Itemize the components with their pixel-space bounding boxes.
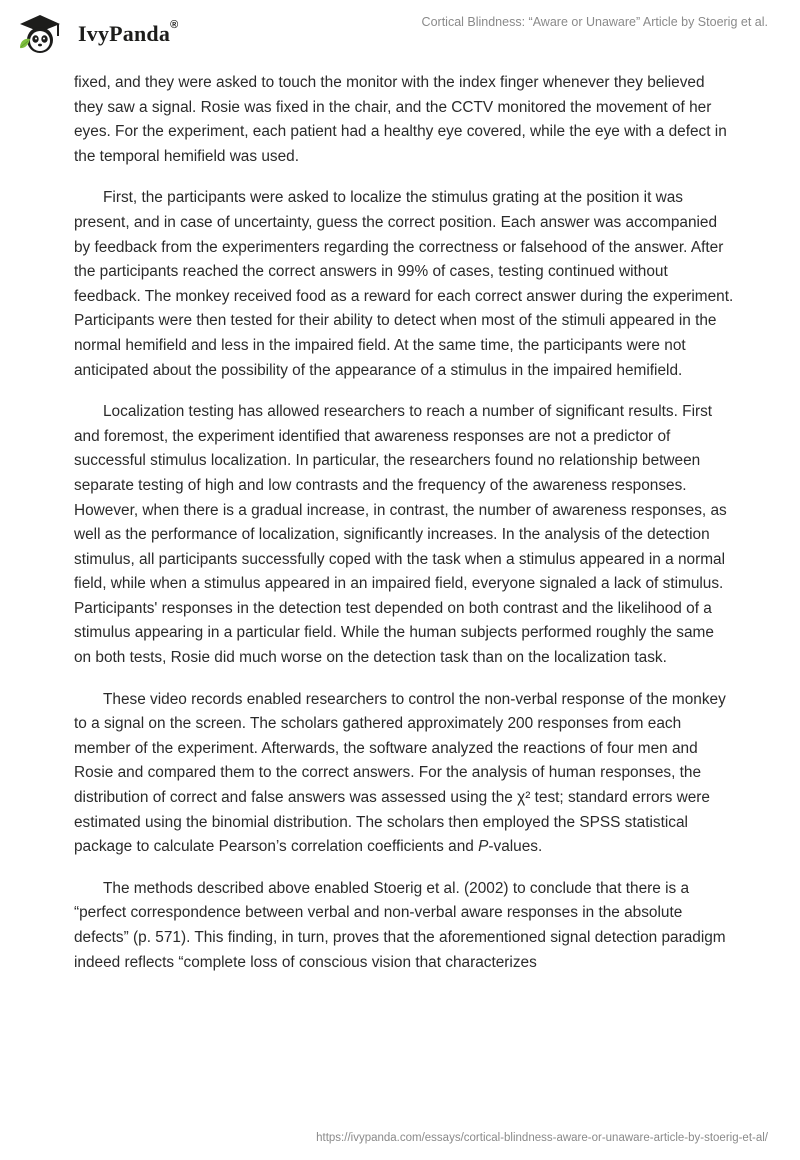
source-url[interactable]: https://ivypanda.com/essays/cortical-blindness-aware-or-unaware-article-by-stoerig-et-al/ (316, 1132, 768, 1144)
panda-graduate-icon (16, 12, 68, 56)
document-title: Cortical Blindness: “Aware or Unaware” Article by Stoerig et al. (421, 15, 768, 29)
page-header (0, 0, 800, 70)
italic-p: P (478, 838, 489, 856)
registered-mark: ® (170, 19, 179, 31)
ivypanda-logo[interactable] (16, 12, 178, 56)
paragraph-text: These video records enabled researchers to control the non-verbal response of the monkey to a signal on the screen. The scholars gathered approximately 200 responses from each member of the experiment. Afterwards, the software analyzed the reactions of four men and Rosie and compared them to the correct answers. For the analysis of human responses, the distribution of correct and false answers was assessed using the χ² test; standard errors were estimated using the binomial distribution. The scholars then employed the SPSS statistical package to calculate Pearson’s correlation coefficients and (74, 690, 726, 856)
paragraph: fixed, and they were asked to touch the monitor with the index finger whenever they believed they saw a signal. Rosie was fixed in the chair, and the CCTV monitored the movement of her eyes. For the experiment, each patient had a healthy eye covered, while the eye with a defect in the temporal hemifield was used. (74, 74, 727, 165)
article-body (74, 71, 734, 992)
paragraph: The methods described above enabled Stoerig et al. (2002) to conclude that there is a “perfect correspondence between verbal and non-verbal aware responses in the absolute defects” (p. 571). This finding, in turn, proves that the aforementioned signal detection paradigm indeed reflects “complete loss of conscious vision that characterizes (74, 879, 726, 971)
brand-name (78, 21, 178, 47)
paragraph: Localization testing has allowed researchers to reach a number of significant results. First and foremost, the experiment identified that awareness responses are not a predictor of successful stimulus localization. In particular, the researchers found no relationship between separate testing of high and low contrasts and the frequency of the awareness responses. However, when there is a gradual increase, in contrast, the number of awareness responses, as well as the performance of localization, significantly increases. In the analysis of the detection stimulus, all participants successfully coped with the task when a stimulus appeared in a normal field, while when a stimulus appeared in an impaired field, everyone signaled a lack of stimulus. Participants' responses in the detection test depended on both contrast and the likelihood of a stimulus appearing in a particular field. While the human subjects performed roughly the same on both tests, Rosie did much worse on the detection task than on the localization task. (74, 403, 727, 667)
paragraph-text-end: -values. (488, 838, 543, 856)
paragraph (74, 688, 734, 860)
brand-text: IvyPanda (78, 21, 171, 46)
paragraph: First, the participants were asked to localize the stimulus grating at the position it was present, and in case of uncertainty, guess the correct position. Each answer was accompanied by feedback from the experimenters regarding the correctness or falsehood of the answer. After the participants reached the correct answers in 99% of cases, testing continued without feedback. The monkey received food as a reward for each correct answer during the experiment. Participants were then tested for their ability to detect when most of the stimuli appeared in the normal hemifield and less in the impaired field. At the same time, the participants were not anticipated about the possibility of the appearance of a stimulus in the impaired hemifield. (74, 189, 734, 379)
